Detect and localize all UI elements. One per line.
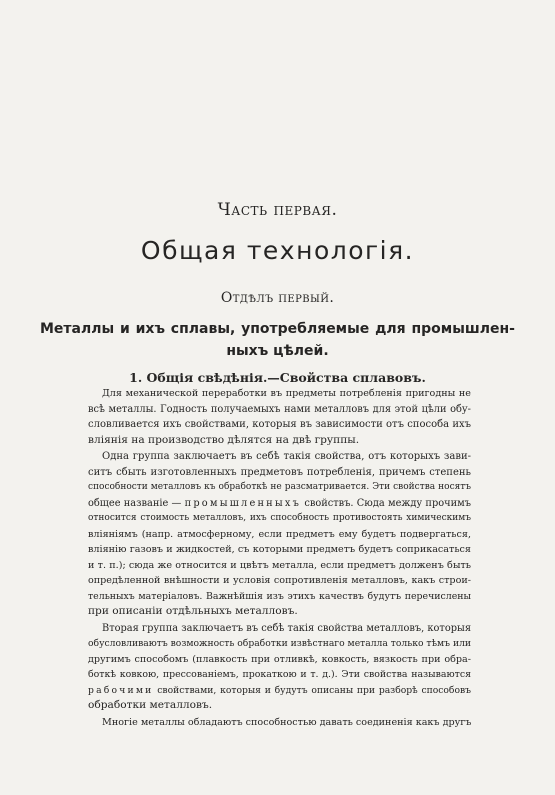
subtitle-line: ныхъ цѣлей. bbox=[226, 343, 329, 359]
text-line bbox=[88, 496, 471, 512]
text-line: относится стоимость металловъ, ихъ способность противостоять химическимъ bbox=[88, 513, 471, 523]
text-fragment: общее названіе — bbox=[88, 497, 182, 509]
text-line: словливается ихъ свойствами, которыя въ зависимости отъ способа ихъ bbox=[88, 419, 471, 430]
text-fragment: свойствами, которыя и будутъ описаны при разборѣ способовъ bbox=[157, 684, 472, 696]
text-line: Вторая группа заключаетъ въ себѣ такія свойства металловъ, которыя bbox=[102, 622, 471, 634]
text-line: Для механической переработки въ предметы потребленія пригодны не bbox=[102, 388, 471, 399]
text-line: вліяніямъ (напр. атмосферному, если предметъ ему будетъ подвергаться, bbox=[88, 528, 471, 540]
spaced-term: рабочими bbox=[88, 684, 154, 696]
text-line: боткѣ ковкою, прессованіемъ, прокаткою и т. д.). Эти свойства называются bbox=[88, 669, 471, 680]
text-line: опредѣленной внѣшности и условія сопротивленія металловъ, какъ строи- bbox=[88, 575, 471, 586]
text-line bbox=[88, 683, 471, 699]
text-line: тельныхъ матеріаловъ. Важнѣйшія изъ этихъ качествъ будутъ перечислены bbox=[88, 590, 471, 602]
text-line: вліянію газовъ и жидкостей, съ которыми предметъ будетъ соприкасаться bbox=[88, 544, 471, 555]
spaced-term: промышленныхъ bbox=[184, 497, 302, 509]
body-text bbox=[88, 386, 471, 730]
text-line: способности металловъ къ обработкѣ не разсматривается. Эти свойства носятъ bbox=[88, 482, 471, 492]
text-line: всѣ металлы. Годность получаемыхъ нами металловъ для этой цѣли обу- bbox=[88, 403, 471, 415]
text-line: вліянія на производство дѣлятся на двѣ группы. bbox=[88, 433, 360, 446]
part-title: Часть первая. bbox=[217, 200, 338, 220]
subsection-heading: 1. Общія свѣдѣнія.—Свойства сплавовъ. bbox=[129, 370, 426, 385]
text-line: ситъ сбыть изготовленныхъ предметовъ потребленія, причемъ степень bbox=[88, 466, 471, 478]
chapter-title: Общая технологія. bbox=[140, 236, 415, 265]
text-line: другимъ способомъ (плавкость при отливкѣ, ковкость, вязкость при обра- bbox=[88, 653, 471, 665]
text-fragment: свойствъ. Сюда между прочимъ bbox=[304, 497, 471, 509]
text-line: Многіе металлы обладаютъ способностью давать соединенія какъ другъ bbox=[102, 716, 472, 728]
text-line: Одна группа заключаетъ въ себѣ такія свойства, отъ которыхъ зави- bbox=[102, 451, 471, 462]
section-subtitle bbox=[40, 318, 515, 362]
text-line: при описаніи отдѣльныхъ металловъ. bbox=[88, 605, 298, 617]
subtitle-line: Металлы и ихъ сплавы, употребляемые для промышлен- bbox=[40, 321, 515, 337]
text-line: и т. п.); сюда же относится и цвѣтъ металла, если предметъ долженъ быть bbox=[88, 559, 471, 571]
text-line: обработки металловъ. bbox=[88, 699, 213, 711]
text-line: обусловливаютъ возможность обработки извѣстнаго металла только тѣмъ или bbox=[88, 638, 472, 649]
section-title: Отдѣлъ первый. bbox=[220, 290, 335, 306]
